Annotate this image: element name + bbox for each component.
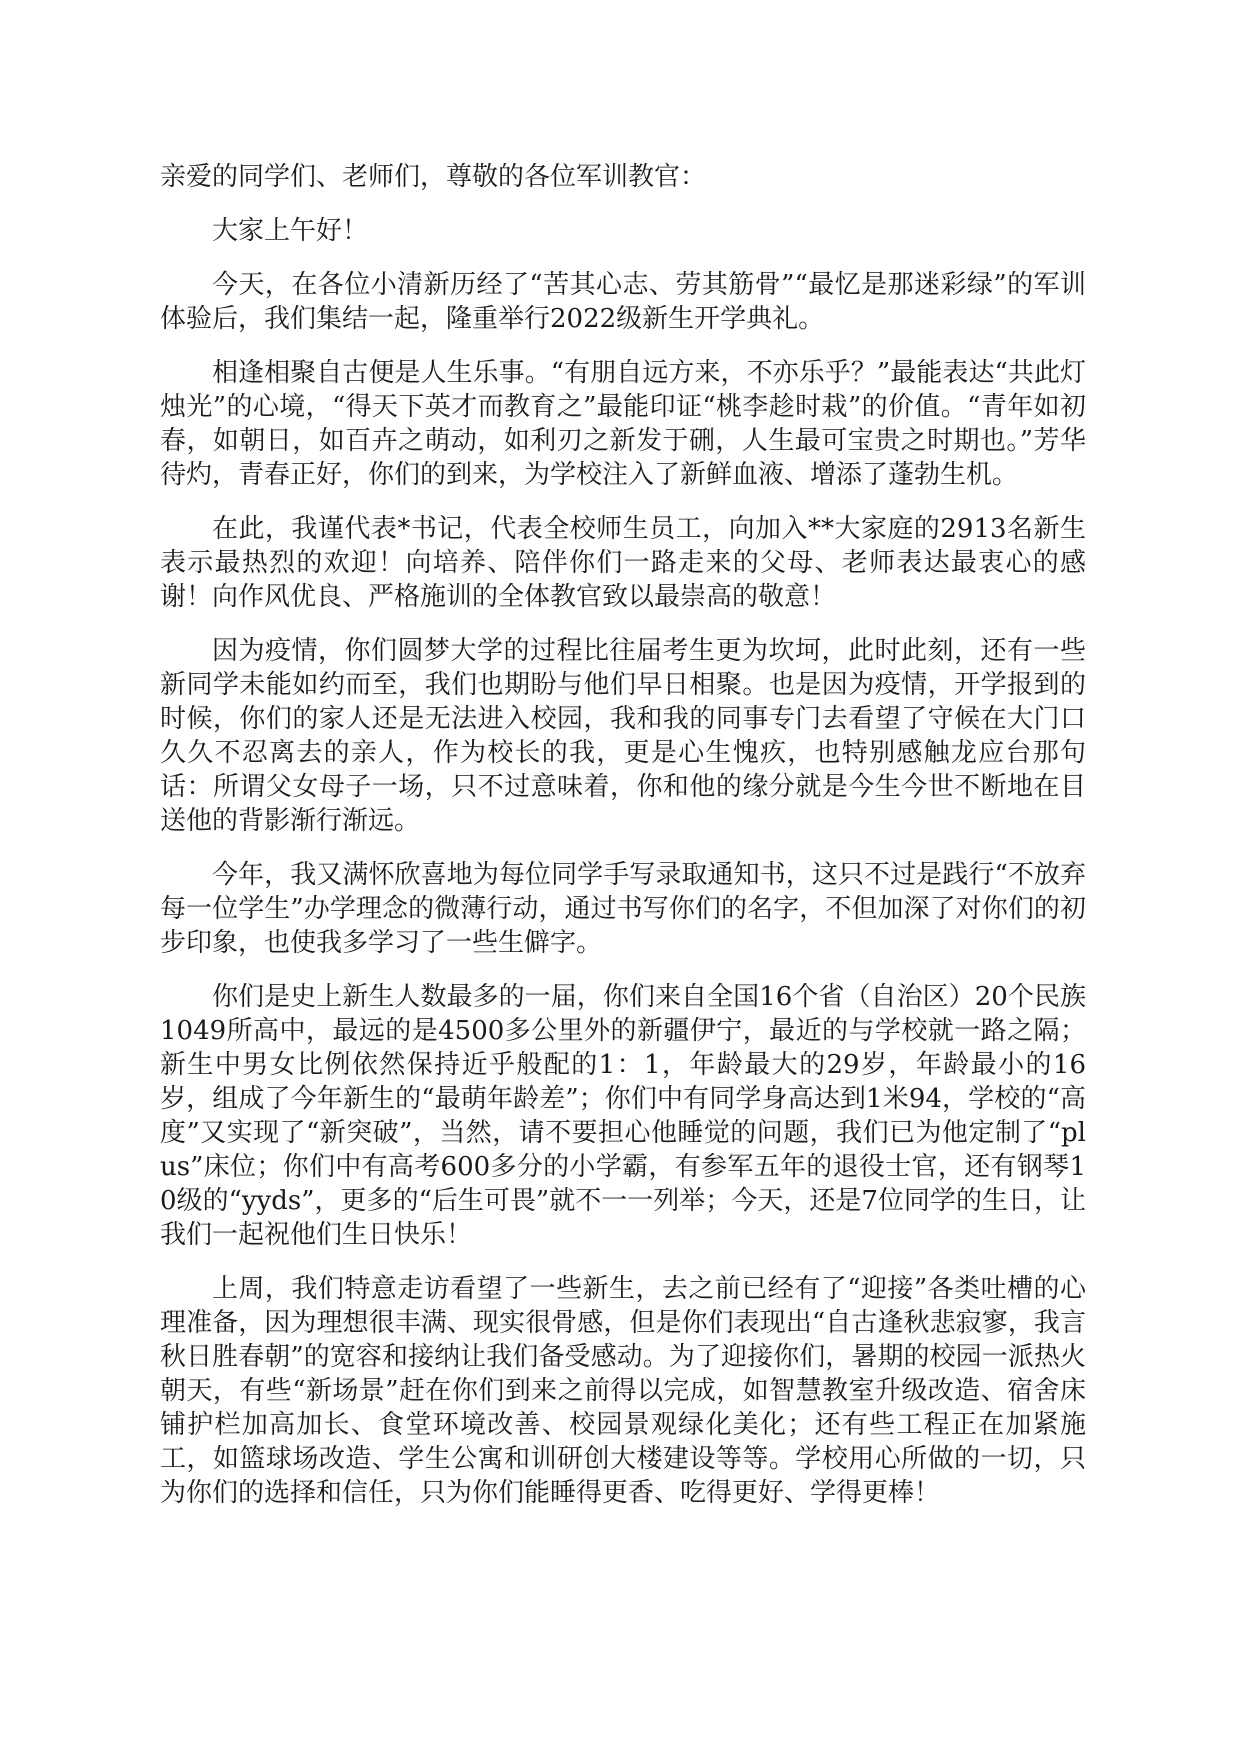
paragraph-opening-ceremony: 今天，在各位小清新历经了“苦其心志、劳其筋骨”“最忆是那迷彩绿”的军训体验后，我们集结一起，隆重举行2022级新生开学典礼。 [160, 270, 1086, 334]
paragraph-freshman-stats: 你们是史上新生人数最多的一届，你们来自全国16个省（自治区）20个民族1049所高中，最远的是4500多公里外的新疆伊宁，最近的与学校就一路之隔；新生中男女比例依然保持近乎般配的1：1，年龄最大的29岁，年龄最小的16岁，组成了今年新生的“最萌年龄差”；你们中有同学身高达到1米94，学校的“高度”又实现了“新突破”，当然，请不要担心他睡觉的问题，我们已为他定制了“plus”床位；你们中有高考600多分的小学霸，有参军五年的退役士官，还有钢琴10级的“yyds”，更多的“后生可畏”就不一一列举；今天，还是7位同学的生日，让我们一起祝他们生日快乐！ [160, 982, 1086, 1250]
paragraph-admission-letters: 今年，我又满怀欣喜地为每位同学手写录取通知书，这只不过是践行“不放弃每一位学生”办学理念的微薄行动，通过书写你们的名字，不但加深了对你们的初步印象，也使我多学习了一些生僻字。 [160, 860, 1086, 958]
paragraph-welcome: 在此，我谨代表*书记，代表全校师生员工，向加入**大家庭的2913名新生表示最热烈的欢迎！向培养、陪伴你们一路走来的父母、老师表达最衷心的感谢！向作风优良、严格施训的全体教官致以最崇高的敬意！ [160, 514, 1086, 612]
paragraph-pandemic: 因为疫情，你们圆梦大学的过程比往届考生更为坎坷，此时此刻，还有一些新同学未能如约而至，我们也期盼与他们早日相聚。也是因为疫情，开学报到的时候，你们的家人还是无法进入校园，我和我的同事专门去看望了守候在大门口久久不忍离去的亲人，作为校长的我，更是心生愧疚，也特别感触龙应台那句话：所谓父女母子一场，只不过意味着，你和他的缘分就是今生今世不断地在目送他的背影渐行渐远。 [160, 636, 1086, 836]
greeting-line: 亲爱的同学们、老师们，尊敬的各位军训教官： [160, 162, 707, 192]
paragraph-gathering: 相逢相聚自古便是人生乐事。“有朋自远方来，不亦乐乎？”最能表达“共此灯烛光”的心境，“得天下英才而教育之”最能印证“桃李趁时栽”的价值。“青年如初春，如朝日，如百卉之萌动，如利刃之新发于硎，人生最可宝贵之时期也。”芳华待灼，青春正好，你们的到来，为学校注入了新鲜血液、增添了蓬勃生机。 [160, 358, 1086, 490]
document-page [160, 160, 1086, 1530]
paragraph-campus-improvements: 上周，我们特意走访看望了一些新生，去之前已经有了“迎接”各类吐槽的心理准备，因为理想很丰满、现实很骨感，但是你们表现出“自古逢秋悲寂寥，我言秋日胜春朝”的宽容和接纳让我们备受感动。为了迎接你们，暑期的校园一派热火朝天，有些“新场景”赶在你们到来之前得以完成，如智慧教室升级改造、宿舍床铺护栏加高加长、食堂环境改善、校园景观绿化美化；还有些工程正在加紧施工，如篮球场改造、学生公寓和训研创大楼建设等等。学校用心所做的一切，只为你们的选择和信任，只为你们能睡得更香、吃得更好、学得更棒！ [160, 1274, 1086, 1508]
paragraph-morning-greeting: 大家上午好！ [212, 216, 369, 246]
